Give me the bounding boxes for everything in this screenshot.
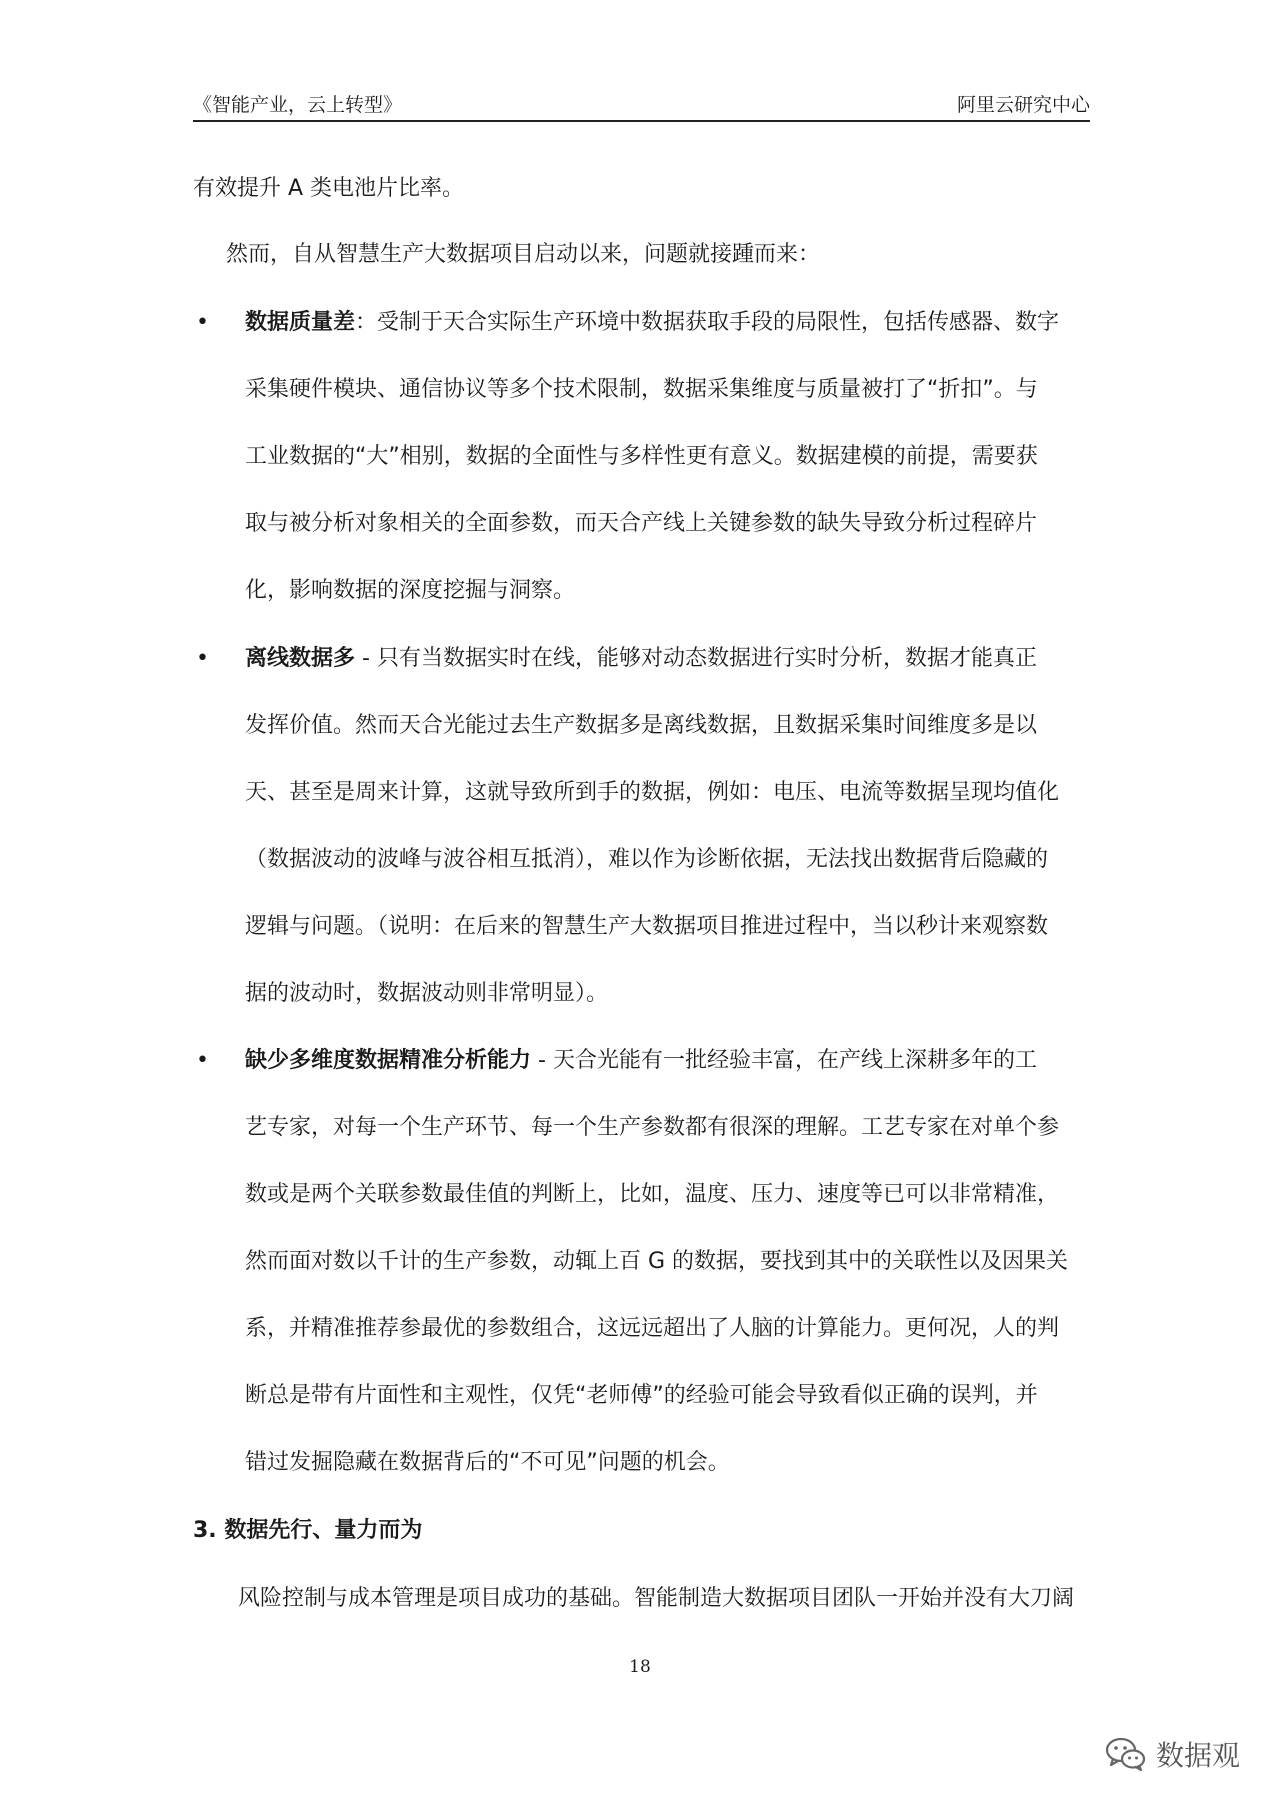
bullet-1-line-1 [245,308,1059,338]
bullet-3-title: 缺少多维度数据精准分析能力 [245,1048,532,1073]
wechat-icon [1104,1734,1148,1774]
page-number: 18 [629,1657,651,1677]
bullet-2-line-2: 发挥价值。然而天合光能过去生产数据多是离线数据，且数据采集时间维度多是以 [245,713,1038,738]
header-organization: 阿里云研究中心 [956,94,1090,116]
paragraph-intro: 然而，自从智慧生产大数据项目启动以来，问题就接踵而来： [226,242,821,267]
paragraph-continuation: 有效提升 A 类电池片比率。 [193,176,465,201]
bullet-1-line-2: 采集硬件模块、通信协议等多个技术限制，数据采集维度与质量被打了“折扣”。与 [245,377,1038,402]
bullet-3-line-6: 断总是带有片面性和主观性，仅凭“老师傅”的经验可能会导致看似正确的误判，并 [245,1383,1038,1408]
watermark-text: 数据观 [1155,1739,1240,1772]
bullet-2-text: - 只有当数据实时在线，能够对动态数据进行实时分析，数据才能真正 [355,646,1037,671]
bullet-3-line-2: 艺专家，对每一个生产环节、每一个生产参数都有很深的理解。工艺专家在对单个参 [245,1115,1060,1140]
section-heading: 3. 数据先行、量力而为 [193,1518,423,1543]
bullet-2-line-3: 天、甚至是周来计算，这就导致所到手的数据，例如：电压、电流等数据呈现均值化 [245,780,1060,805]
bullet-2-line-5: 逻辑与问题。（说明：在后来的智慧生产大数据项目推进过程中，当以秒计来观察数 [245,914,1049,939]
bullet-3-line-7: 错过发掘隐藏在数据背后的“不可见”问题的机会。 [245,1450,730,1475]
bullet-1-title: 数据质量差 [245,310,356,335]
bullet-marker: • [196,1048,209,1073]
paragraph-last: 风险控制与成本管理是项目成功的基础。智能制造大数据项目团队一开始并没有大刀阔 [238,1586,1075,1611]
bullet-1-line-5: 化，影响数据的深度挖掘与洞察。 [245,578,576,603]
bullet-3-line-3: 数或是两个关联参数最佳值的判断上，比如，温度、压力、速度等已可以非常精准， [245,1182,1060,1207]
bullet-3-line-1 [245,1046,1037,1076]
bullet-3-line-5: 系，并精准推荐参最优的参数组合，这远远超出了人脑的计算能力。更何况，人的判 [245,1316,1060,1341]
bullet-marker: • [196,646,209,671]
watermark [1104,1732,1240,1776]
bullet-2-line-4: （数据波动的波峰与波谷相互抵消），难以作为诊断依据，无法找出数据背后隐藏的 [245,847,1049,872]
bullet-1-line-4: 取与被分析对象相关的全面参数，而天合产线上关键参数的缺失导致分析过程碎片 [245,511,1038,536]
bullet-2-title: 离线数据多 [245,646,356,671]
bullet-3-line-4: 然而面对数以千计的生产参数，动辄上百 G 的数据，要找到其中的关联性以及因果关 [245,1249,1069,1274]
header-title: 《智能产业，云上转型》 [193,94,403,116]
bullet-1-line-3: 工业数据的“大”相别，数据的全面性与多样性更有意义。数据建模的前提，需要获 [245,444,1038,469]
bullet-2-line-6: 据的波动时，数据波动则非常明显）。 [245,981,609,1006]
bullet-2-line-1 [245,644,1037,674]
bullet-marker: • [196,310,209,335]
bullet-1-text: ：受制于天合实际生产环境中数据获取手段的局限性，包括传感器、数字 [355,310,1060,335]
bullet-3-text: - 天合光能有一批经验丰富，在产线上深耕多年的工 [531,1048,1037,1073]
page-header [193,88,1090,122]
